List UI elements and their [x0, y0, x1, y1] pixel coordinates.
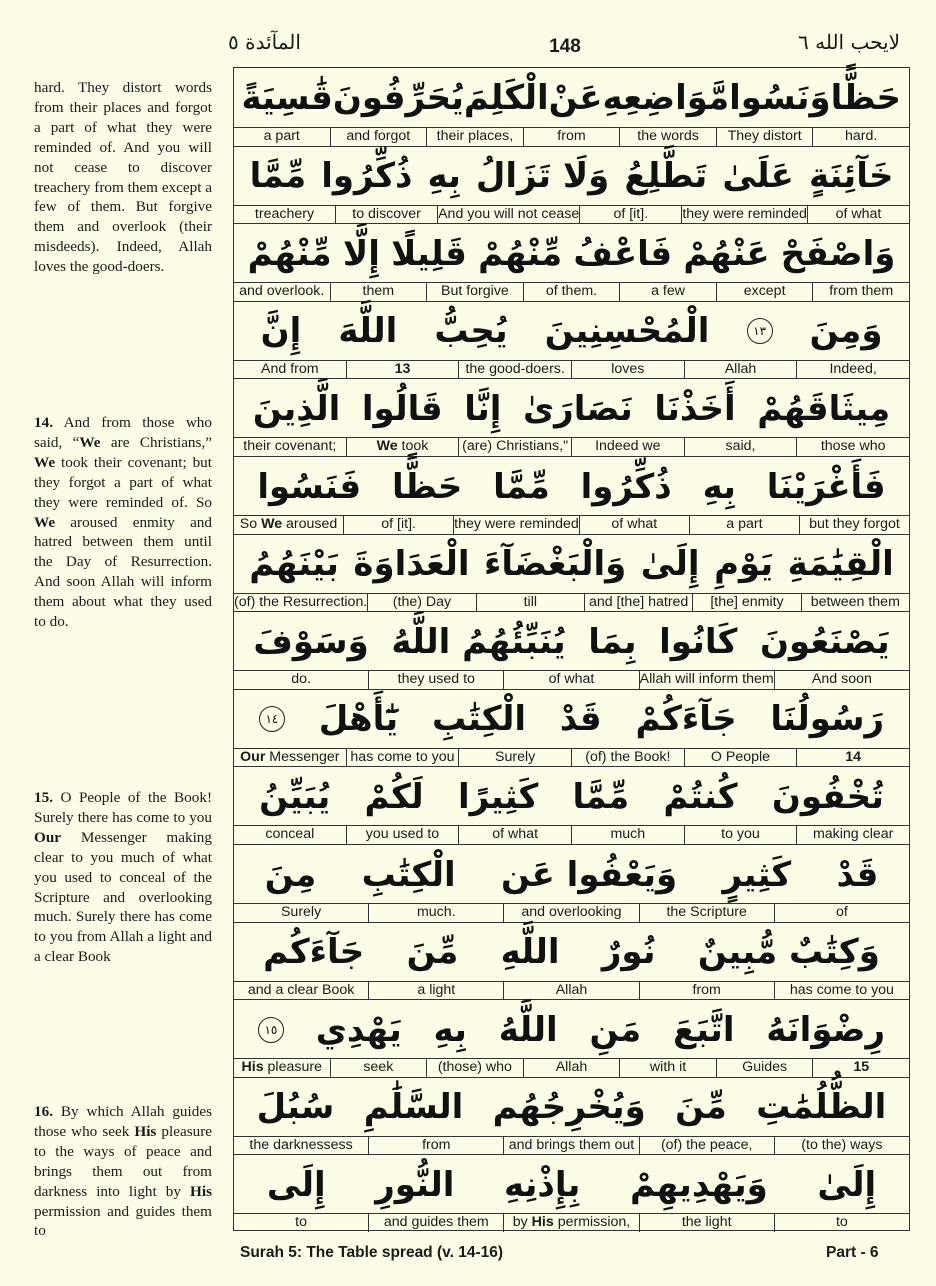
commentary-number: 16.: [34, 1103, 53, 1120]
arabic-word: النُّورِ: [375, 1164, 455, 1205]
arabic-line: [234, 612, 909, 671]
gloss-cell: they were reminded: [454, 516, 579, 532]
arabic-word: عَلَىٰ: [722, 156, 794, 197]
gloss-cell: their covenant;: [243, 438, 337, 455]
arabic-word: وَكِتَٰبٌ مُّبِينٌ: [697, 932, 880, 973]
verse-row: [234, 844, 909, 922]
verse-row: [234, 68, 909, 146]
gloss-cell: Allah: [684, 361, 797, 379]
arabic-line: [234, 767, 909, 826]
gloss-cell: the words: [619, 128, 716, 146]
arabic-word: بِهِ: [702, 466, 736, 507]
gloss-cell: (of) the Book!: [571, 749, 684, 767]
gloss-cell: (of) the peace,: [639, 1137, 774, 1155]
gloss-cell: to: [295, 1214, 307, 1231]
arabic-word: مِّنَ: [406, 932, 459, 973]
arabic-word: إِلَىٰ: [640, 544, 700, 585]
verse-row: [234, 146, 909, 224]
gloss-cell: the Scripture: [639, 904, 774, 922]
arabic-word: مِّمَّا: [249, 156, 307, 197]
gloss-cell: Surely: [280, 904, 322, 920]
arabic-word: يَصْنَعُونَ: [760, 621, 890, 662]
english-gloss-line: [234, 360, 909, 379]
english-gloss-line: [234, 825, 909, 844]
gloss-cell: has come to you: [346, 749, 459, 767]
english-gloss-line: [234, 437, 909, 456]
verse-row: [234, 223, 909, 301]
arabic-word: عَنْ: [548, 77, 603, 118]
arabic-line: [234, 1155, 909, 1214]
gloss-cell: much: [571, 826, 684, 844]
gloss-cell: do.: [291, 671, 311, 688]
gloss-ayah-number: 14: [796, 749, 909, 767]
arabic-word: حَظًّا: [391, 466, 463, 507]
gloss-cell: making clear: [796, 826, 909, 844]
arabic-word: حَظًّا: [830, 77, 901, 118]
arabic-word: الْكِتَٰبِ: [431, 699, 527, 740]
gloss-cell: from: [523, 128, 620, 146]
arabic-word: مِيثَاقَهُمْ: [757, 388, 891, 429]
surah-name-arabic: المآئدة ٥: [228, 30, 301, 54]
english-gloss-line: [234, 981, 909, 1000]
arabic-word: ذُكِّرُوا: [321, 156, 413, 197]
gloss-cell: (the) Day: [367, 594, 475, 612]
gloss-cell: of them.: [523, 283, 620, 301]
arabic-word: وَيُخْرِجُهُم: [492, 1087, 646, 1128]
gloss-cell: of what: [458, 826, 571, 844]
gloss-cell: them: [330, 283, 427, 301]
gloss-cell: Indeed,: [796, 361, 909, 379]
gloss-cell: And soon: [774, 671, 909, 689]
arabic-word: وَاصْفَحْ: [780, 233, 896, 274]
arabic-word: أَخَذْنَا: [654, 388, 736, 429]
arabic-word: إِنَّا: [464, 388, 502, 429]
arabic-word: قَدْ: [559, 699, 602, 740]
ayah-number-marker: ١٥: [258, 1017, 284, 1043]
arabic-word: لَكُمْ: [364, 776, 424, 817]
arabic-word: كَثِيرًا: [457, 776, 539, 817]
arabic-line: [234, 68, 909, 127]
arabic-word: يَوْمِ: [714, 544, 774, 585]
gloss-cell: But forgive: [426, 283, 523, 301]
arabic-word: مِّمَّا: [493, 466, 550, 507]
gloss-cell: treachery: [254, 205, 315, 222]
gloss-cell: a part: [263, 128, 300, 144]
gloss-cell: And from: [261, 360, 319, 377]
arabic-word: مَّوَاضِعِهِ: [602, 77, 730, 118]
arabic-word: مَنِ: [589, 1009, 642, 1050]
gloss-cell: the light: [639, 1214, 774, 1232]
arabic-word: قَدْ: [836, 854, 879, 895]
gloss-cell: Our Messenger: [240, 748, 340, 765]
page-number: 148: [549, 36, 581, 57]
arabic-word: سُبُلَ: [256, 1087, 335, 1128]
gloss-cell: of what: [807, 206, 909, 224]
footer-surah-title: Surah 5: The Table spread (v. 14-16): [240, 1244, 504, 1261]
gloss-cell: and brings them out: [503, 1137, 638, 1155]
gloss-cell: much.: [368, 904, 503, 922]
arabic-word: يُحَرِّفُونَ: [332, 77, 464, 118]
gloss-cell: and [the] hatred: [584, 594, 692, 612]
arabic-word: مِّنْهُمْ: [478, 233, 563, 274]
gloss-cell: Indeed we: [571, 438, 684, 456]
gloss-ayah-number: 13: [346, 361, 459, 379]
verse-row: [234, 301, 909, 379]
arabic-word: الْعَدَاوَةَ: [353, 544, 470, 585]
arabic-word: وَسَوْفَ: [253, 621, 369, 662]
gloss-cell: conceal: [265, 826, 315, 843]
arabic-line: [234, 302, 909, 361]
gloss-cell: seek: [330, 1059, 427, 1077]
english-gloss-line: [234, 127, 909, 146]
gloss-cell: and overlooking: [503, 904, 638, 922]
gloss-cell: to you: [684, 826, 797, 844]
arabic-word: مِنَ: [264, 854, 317, 895]
arabic-word: نَصَارَىٰ: [522, 388, 633, 429]
arabic-word: وَيَهْدِيهِمْ: [629, 1164, 768, 1205]
footer-part: Part - 6: [826, 1244, 879, 1261]
gloss-cell: has come to you: [774, 982, 909, 1000]
gloss-cell: between them: [801, 594, 909, 612]
verse-row: [234, 922, 909, 1000]
gloss-cell: by His permission,: [503, 1214, 638, 1232]
gloss-cell: and overlook.: [239, 283, 325, 300]
gloss-cell: till: [476, 594, 584, 612]
gloss-cell: hard.: [812, 128, 909, 146]
gloss-cell: and guides them: [368, 1214, 503, 1232]
arabic-word: الْقِيَٰمَةِ: [787, 544, 894, 585]
english-gloss-line: [234, 205, 909, 224]
gloss-cell: but they forgot: [799, 516, 909, 534]
arabic-word: جَآءَكُمْ: [635, 699, 737, 740]
arabic-word: فَاعْفُ: [573, 233, 673, 274]
verse-row: [234, 1077, 909, 1155]
gloss-cell: of: [774, 904, 909, 922]
arabic-word: إِلَّا: [342, 233, 380, 274]
gloss-cell: Surely: [458, 749, 571, 767]
gloss-cell: from them: [812, 283, 909, 301]
gloss-cell: from: [639, 982, 774, 1000]
arabic-word: كَثِيرٍ: [722, 854, 792, 895]
arabic-word: يُبَيِّنُ: [259, 776, 331, 817]
verse-row: [234, 456, 909, 534]
gloss-cell: So We aroused: [239, 516, 338, 532]
gloss-cell: of [it].: [343, 516, 453, 534]
arabic-word: إِلَى: [266, 1164, 326, 1205]
gloss-cell: of what: [503, 671, 638, 689]
english-gloss-line: [234, 282, 909, 301]
arabic-word: اللَّهَ: [338, 311, 398, 352]
arabic-word: رِضْوَانَهُ: [766, 1009, 886, 1050]
gloss-cell: We took: [346, 438, 459, 456]
arabic-word: وَالْبَغْضَآءَ: [484, 544, 627, 585]
english-gloss-line: [234, 670, 909, 689]
gloss-cell: they were reminded: [682, 205, 807, 222]
arabic-word: الْكَلِمَ: [463, 77, 549, 118]
arabic-word: بَيْنَهُمُ: [249, 544, 339, 585]
verse-row: [234, 766, 909, 844]
gloss-cell: the darknessess: [249, 1136, 353, 1153]
arabic-word: وَيَعْفُوا عَن: [501, 854, 678, 895]
commentary-para-15: [34, 788, 212, 967]
gloss-cell: Allah: [523, 1059, 620, 1077]
english-gloss-line: [234, 1213, 909, 1232]
arabic-word: الْكِتَٰبِ: [361, 854, 456, 895]
arabic-word: الَّذِينَ: [252, 388, 341, 429]
commentary-para-14: [34, 413, 212, 632]
arabic-word: اللَّهُ: [498, 1009, 558, 1050]
arabic-line: [234, 845, 909, 904]
arabic-word: وَلَا تَزَالُ: [475, 156, 610, 197]
gloss-cell: Allah: [503, 982, 638, 1000]
arabic-word: كَانُوا: [659, 621, 738, 662]
commentary-para-13: [34, 78, 212, 277]
arabic-word: تُخْفُونَ: [771, 776, 884, 817]
arabic-line: [234, 1000, 909, 1059]
arabic-word: اتَّبَعَ: [672, 1009, 735, 1050]
arabic-line: [234, 224, 909, 283]
gloss-cell: you used to: [346, 826, 459, 844]
arabic-line: [234, 690, 909, 749]
gloss-cell: with it: [619, 1059, 716, 1077]
gloss-cell: Allah will inform them: [639, 671, 774, 688]
gloss-cell: to: [774, 1214, 909, 1232]
gloss-cell: [the] enmity: [692, 594, 800, 612]
arabic-word: ذُكِّرُوا: [580, 466, 672, 507]
english-gloss-line: [234, 593, 909, 612]
arabic-line: [234, 457, 909, 516]
gloss-cell: They distort: [716, 128, 813, 146]
arabic-word: فَأَغْرَيْنَا: [766, 466, 886, 507]
commentary-text: O People of the Book! Surely there has come to you Our Messenger making clear to you much of what you used to conceal of the Scripture and overlooking much. Surely there has come to you from Allah a light and a clear Book: [34, 789, 213, 966]
commentary-text: And from those who said, “We are Christians,” We took their covenant; but they forgot a part of what they were reminded of. So We aroused enmity and hatred between them until the Day of Resurrection. And soon Allah will inform them about what they used to do.: [34, 414, 212, 631]
commentary-number: 14.: [34, 414, 53, 431]
arabic-word: بِمَا: [588, 621, 637, 662]
gloss-cell: His pleasure: [241, 1059, 322, 1076]
arabic-word: عَنْهُمْ: [683, 233, 770, 274]
verse-row: [234, 689, 909, 767]
arabic-word: جَآءَكُم: [263, 932, 365, 973]
arabic-word: قَالُوا: [361, 388, 443, 429]
commentary-para-16: [34, 1102, 212, 1241]
gloss-cell: And you will not cease: [438, 205, 580, 222]
arabic-word: قَلِيلًا: [391, 233, 467, 274]
arabic-word: فَنَسُوا: [257, 466, 362, 507]
gloss-cell: of what: [579, 516, 689, 534]
arabic-word: السَّلَٰمِ: [363, 1087, 464, 1128]
word-by-word-grid: [233, 67, 910, 1231]
arabic-word: إِلَىٰ: [817, 1164, 877, 1205]
commentary-column: [34, 0, 212, 1286]
arabic-line: [234, 535, 909, 594]
arabic-word: كُنتُمْ: [663, 776, 738, 817]
gloss-cell: and forgot: [330, 128, 427, 146]
english-gloss-line: [234, 903, 909, 922]
verse-row: [234, 999, 909, 1077]
gloss-cell: Guides: [716, 1059, 813, 1077]
arabic-line: [234, 147, 909, 206]
gloss-cell: of [it].: [579, 206, 681, 224]
gloss-cell: O People: [684, 749, 797, 767]
juz-name-arabic: لايحب الله ٦: [798, 30, 900, 54]
arabic-word: بِهِ: [433, 1009, 467, 1050]
gloss-cell: those who: [796, 438, 909, 456]
arabic-word: مِّمَّا: [572, 776, 630, 817]
english-gloss-line: [234, 748, 909, 767]
gloss-cell: they used to: [368, 671, 503, 689]
arabic-word: قَٰسِيَةً: [241, 77, 333, 118]
arabic-word: يُحِبُّ: [434, 311, 508, 352]
arabic-word: بِهِ: [427, 156, 461, 197]
verse-row: [234, 611, 909, 689]
gloss-cell: a light: [368, 982, 503, 1000]
commentary-text: hard. They distort words from their places and forgot a part of what they were reminded of. And you will not cease to discover treachery from them except a few of them. But forgive them and overlook (their misdeeds). Indeed, Allah loves the good-doers.: [34, 79, 212, 276]
arabic-word: يُنَبِّئُهُمُ اللَّهُ: [391, 621, 566, 662]
verse-row: [234, 534, 909, 612]
arabic-word: الْمُحْسِنِينَ: [544, 311, 710, 352]
gloss-cell: a part: [689, 516, 799, 534]
arabic-word: إِنَّ: [260, 311, 302, 352]
gloss-cell: except: [716, 283, 813, 301]
gloss-cell: (to the) ways: [774, 1137, 909, 1155]
arabic-word: اللَّهِ: [500, 932, 560, 973]
ayah-number-marker: ١٤: [259, 706, 285, 732]
ayah-number-marker: ١٣: [747, 318, 773, 344]
commentary-text: By which Allah guides those who seek His pleasure to the ways of peace and brings them out from darkness into light by His permission and guides them to: [34, 1103, 213, 1240]
arabic-word: وَنَسُوا: [729, 77, 831, 118]
verse-row: [234, 378, 909, 456]
arabic-line: [234, 1078, 909, 1137]
gloss-cell: a few: [619, 283, 716, 301]
arabic-line: [234, 379, 909, 438]
commentary-number: 15.: [34, 789, 53, 806]
arabic-word: نُورٌ: [601, 932, 656, 973]
arabic-word: رَسُولُنَا: [770, 699, 885, 740]
verse-row: [234, 1154, 909, 1232]
gloss-ayah-number: 15: [812, 1059, 909, 1077]
gloss-cell: their places,: [426, 128, 523, 146]
gloss-cell: (are) Christians,": [458, 438, 571, 456]
arabic-word: وَمِنَ: [809, 311, 883, 352]
arabic-word: تَطَّلِعُ: [624, 156, 708, 197]
arabic-word: مِّنْهُمْ: [247, 233, 332, 274]
arabic-word: مِّنَ: [675, 1087, 727, 1128]
arabic-word: يَهْدِي: [315, 1009, 402, 1050]
gloss-cell: said,: [684, 438, 797, 456]
english-gloss-line: [234, 515, 909, 534]
arabic-word: خَآئِنَةٍ: [808, 156, 894, 197]
arabic-word: يَٰٓأَهْلَ: [318, 699, 399, 740]
gloss-cell: and a clear Book: [247, 981, 355, 998]
gloss-cell: (those) who: [426, 1059, 523, 1077]
arabic-line: [234, 923, 909, 982]
english-gloss-line: [234, 1136, 909, 1155]
gloss-cell: from: [368, 1137, 503, 1155]
gloss-cell: loves: [571, 361, 684, 379]
arabic-word: الظُّلُمَٰتِ: [756, 1087, 887, 1128]
gloss-cell: to discover: [335, 206, 437, 224]
gloss-cell: the good-doers.: [458, 361, 571, 379]
gloss-cell: (of) the Resurrection.: [234, 593, 368, 610]
english-gloss-line: [234, 1058, 909, 1077]
arabic-word: بِإِذْنِهِ: [504, 1164, 581, 1205]
